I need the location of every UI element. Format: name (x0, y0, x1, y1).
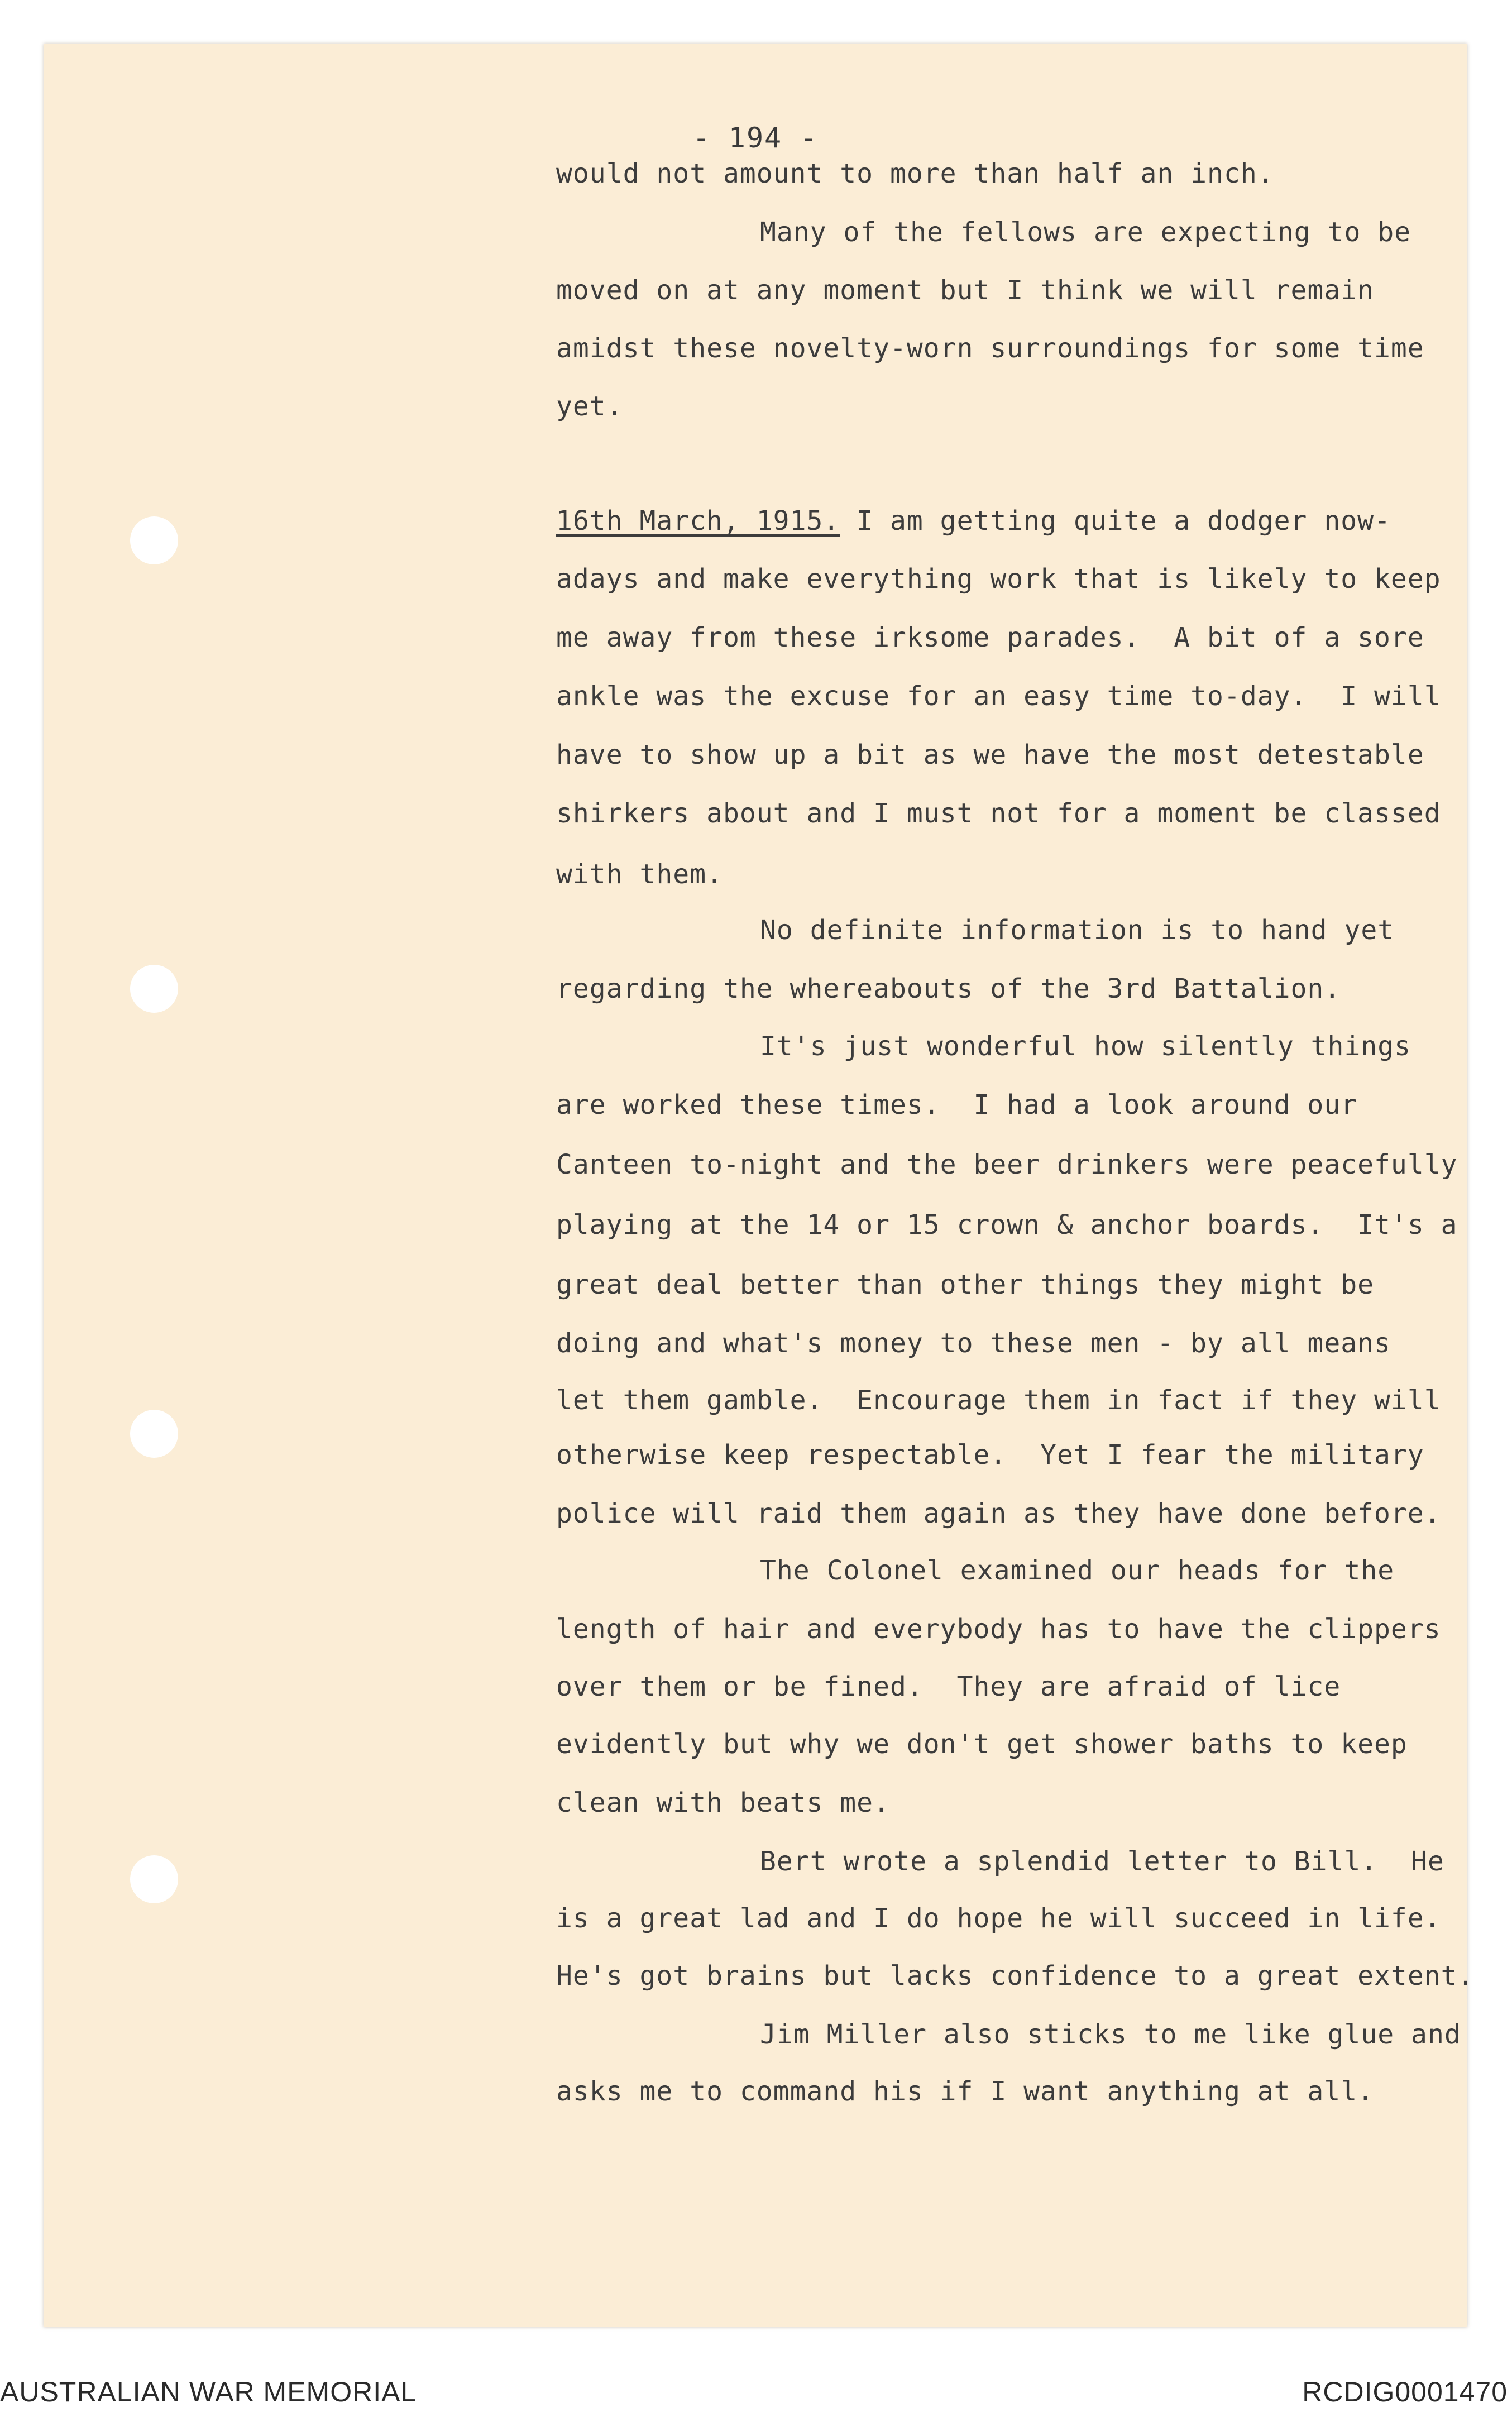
punch-hole (130, 1410, 178, 1458)
entry-date-heading: 16th March, 1915. (556, 505, 840, 537)
text-line: shirkers about and I must not for a moment be classed (556, 798, 1441, 829)
text-line: regarding the whereabouts of the 3rd Battalion. (556, 973, 1341, 1004)
text-line: let them gamble. Encourage them in fact if they will (556, 1385, 1441, 1416)
text-line: It's just wonderful how silently things (760, 1031, 1411, 1062)
text-line: doing and what's money to these men - by all means (556, 1328, 1391, 1359)
text-line: evidently but why we don't get shower baths to keep (556, 1729, 1408, 1760)
document-page (44, 44, 1475, 2327)
text-line: me away from these irksome parades. A bit of a sore (556, 622, 1424, 653)
text-line: great deal better than other things they might be (556, 1269, 1375, 1300)
punch-hole (130, 516, 178, 564)
text-line: is a great lad and I do hope he will succeed in life. (556, 1903, 1441, 1934)
text-line: No definite information is to hand yet (760, 915, 1395, 946)
punch-hole (130, 965, 178, 1013)
text-line: asks me to command his if I want anything at all. (556, 2076, 1375, 2107)
text-line: have to show up a bit as we have the most detestable (556, 739, 1424, 770)
text-line: ankle was the excuse for an easy time to-day. I will (556, 681, 1441, 712)
entry-line (556, 505, 1391, 537)
text-line: amidst these novelty-worn surroundings for some time (556, 333, 1424, 364)
text-line: length of hair and everybody has to have the clippers (556, 1614, 1441, 1645)
text-line: I am getting quite a dodger now- (840, 505, 1391, 537)
text-line: clean with beats me. (556, 1787, 890, 1818)
text-line: are worked these times. I had a look around our (556, 1089, 1358, 1121)
footer-archive-name: AUSTRALIAN WAR MEMORIAL (0, 2376, 417, 2407)
text-line: yet. (556, 391, 623, 422)
text-line: over them or be fined. They are afraid of lice (556, 1671, 1341, 1702)
text-line: Many of the fellows are expecting to be (760, 217, 1411, 248)
text-line: adays and make everything work that is likely to keep (556, 563, 1441, 595)
footer-record-id: RCDIG0001470 (1302, 2376, 1508, 2407)
text-line: Canteen to-night and the beer drinkers were peacefully (556, 1149, 1458, 1180)
punch-hole (130, 1855, 178, 1903)
text-line: Jim Miller also sticks to me like glue and (760, 2019, 1461, 2050)
text-line: otherwise keep respectable. Yet I fear the military (556, 1439, 1424, 1471)
text-line: Bert wrote a splendid letter to Bill. He (760, 1846, 1444, 1877)
text-line: with them. (556, 859, 723, 890)
text-line: The Colonel examined our heads for the (760, 1555, 1395, 1586)
text-line: police will raid them again as they have done before. (556, 1498, 1441, 1529)
page-number: - 194 - (692, 122, 819, 154)
text-line: moved on at any moment but I think we will remain (556, 275, 1375, 306)
text-line: He's got brains but lacks confidence to a great extent. (556, 1960, 1475, 1992)
text-line: playing at the 14 or 15 crown & anchor boards. It's a (556, 1209, 1458, 1241)
text-line: would not amount to more than half an inch. (556, 158, 1274, 189)
